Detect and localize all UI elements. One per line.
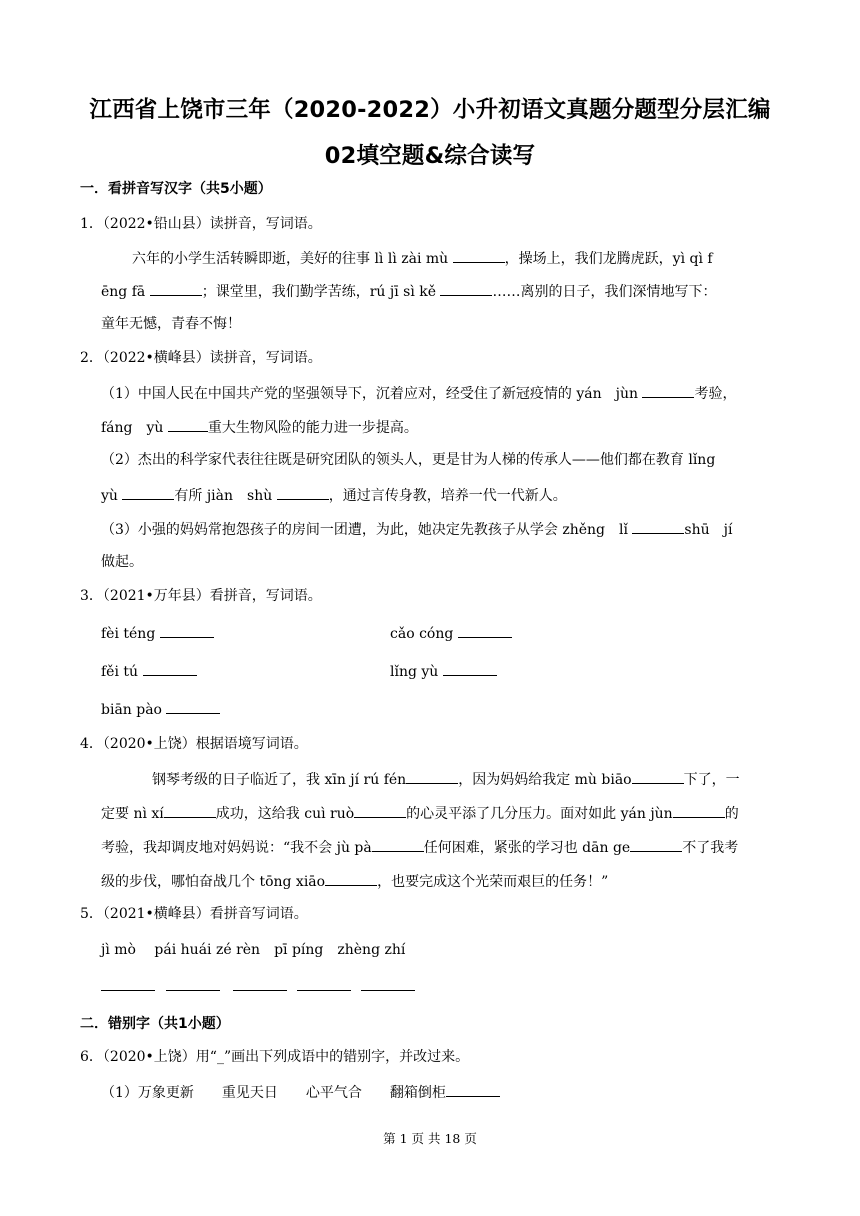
- question-4-line1: [152, 768, 740, 790]
- question-4-text: 的心灵平添了几分压力。面对如此 yán jùn: [406, 806, 673, 822]
- answer-blank[interactable]: [642, 382, 694, 398]
- question-1-line2: [101, 280, 716, 302]
- question-1-text: 六年的小学生活转瞬即逝，美好的往事 lì lì zài mù: [132, 251, 453, 267]
- answer-blank[interactable]: [166, 990, 220, 991]
- question-4-text: ，因为妈妈给我定 mù biāo: [458, 772, 632, 788]
- answer-blank[interactable]: [150, 280, 202, 296]
- question-4-text: 考验，我却调皮地对妈妈说：“我不会 jù pà: [101, 840, 372, 856]
- document-title-line2: 02填空题&综合读写: [324, 143, 536, 169]
- question-6-sub1: [101, 1081, 500, 1103]
- pinyin-prompt: lǐng yù: [390, 664, 443, 680]
- question-2-text: 考验，: [694, 386, 737, 402]
- question-3-item: [101, 660, 197, 682]
- question-3-item: [390, 622, 512, 644]
- answer-blank[interactable]: [632, 518, 684, 534]
- question-2-text: fáng yù: [101, 420, 168, 436]
- question-4-text: 成功，这给我 cuì ruò: [215, 806, 355, 822]
- pinyin-prompt: biān pào: [101, 702, 167, 718]
- question-2-sub3-line1: [101, 518, 732, 540]
- answer-blank[interactable]: [630, 836, 682, 852]
- pinyin-prompt: cǎo cóng: [390, 626, 458, 642]
- question-2-sub2-line2: [101, 484, 567, 506]
- answer-blank[interactable]: [122, 484, 174, 500]
- question-2-text: ，通过言传身教，培养一代一代新人。: [328, 488, 567, 504]
- document-title-line1: 江西省上饶市三年（2020-2022）小升初语文真题分题型分层汇编: [89, 97, 771, 123]
- question-1-line3: 童年无憾，青春不悔！: [101, 316, 241, 332]
- answer-blank[interactable]: [673, 802, 725, 818]
- answer-blank[interactable]: [446, 1081, 500, 1097]
- question-2-text: （1）中国人民在中国共产党的坚强领导下，沉着应对，经受住了新冠疫情的 yán jùn: [101, 386, 643, 402]
- answer-blank[interactable]: [354, 802, 406, 818]
- question-4-text: 的: [724, 806, 739, 822]
- question-2-text: 重大生物风险的能力进一步提高。: [207, 420, 418, 436]
- answer-blank[interactable]: [233, 990, 287, 991]
- question-4-text: 下了，一: [683, 772, 740, 788]
- answer-blank[interactable]: [453, 247, 505, 263]
- answer-blank[interactable]: [443, 660, 497, 676]
- question-2-label: 2．（2022•横峰县）读拼音，写词语。: [80, 350, 322, 366]
- question-1-line1: [132, 247, 713, 269]
- question-4-text: 钢琴考级的日子临近了，我 xīn jí rú fén: [152, 772, 407, 788]
- section-heading-pinyin: 一．看拼音写汉字（共5小题）: [80, 181, 272, 197]
- question-1-text: ，操场上，我们龙腾虎跃，yì qì f: [504, 251, 713, 267]
- answer-blank[interactable]: [440, 280, 492, 296]
- answer-blank[interactable]: [277, 484, 329, 500]
- question-6-label: 6．（2020•上饶）用“_”画出下列成语中的错别字，并改过来。: [80, 1049, 470, 1065]
- answer-blank[interactable]: [406, 768, 458, 784]
- answer-blank[interactable]: [160, 622, 214, 638]
- question-1-text: ……离别的日子，我们深情地写下：: [492, 284, 717, 300]
- question-4-line2: [101, 802, 739, 824]
- question-5-label: 5．（2021•横峰县）看拼音写词语。: [80, 906, 308, 922]
- answer-blank[interactable]: [458, 622, 512, 638]
- question-2-sub2-line1: （2）杰出的科学家代表往往既是研究团队的领头人，更是甘为人梯的传承人——他们都在教育 lǐng: [101, 452, 716, 468]
- question-1-text: ；课堂里，我们勤学苦练，rú jī sì kě: [201, 284, 441, 300]
- question-1-label: 1．（2022•铅山县）读拼音，写词语。: [80, 216, 322, 232]
- question-5-pinyin: jì mò pái huái zé rèn pī píng zhèng zhí: [101, 942, 406, 958]
- answer-blank[interactable]: [164, 802, 216, 818]
- pinyin-prompt: fěi tú: [101, 664, 143, 680]
- question-2-text: （3）小强的妈妈常抱怨孩子的房间一团遭，为此，她决定先教孩子从学会 zhěng lǐ: [101, 522, 633, 538]
- section-heading-typos: 二．错别字（共1小题）: [80, 1016, 230, 1032]
- question-2-text: yù: [101, 488, 123, 504]
- answer-blank[interactable]: [372, 836, 424, 852]
- question-2-sub3-line2: 做起。: [101, 554, 143, 570]
- answer-blank[interactable]: [632, 768, 684, 784]
- question-3-item: [101, 622, 214, 644]
- page-footer: 第 1 页 共 18 页: [383, 1131, 477, 1146]
- answer-blank[interactable]: [297, 990, 351, 991]
- question-2-sub1-line1: [101, 382, 736, 404]
- answer-blank[interactable]: [325, 870, 377, 886]
- question-1-text: ēng fā: [101, 284, 150, 300]
- question-2-text: 有所 jiàn shù: [174, 488, 277, 504]
- question-4-text: 级的步伐，哪怕奋战几个 tōng xiāo: [101, 874, 326, 890]
- answer-blank[interactable]: [166, 698, 220, 714]
- question-3-item: [101, 698, 220, 720]
- question-4-label: 4．（2020•上饶）根据语境写词语。: [80, 736, 308, 752]
- question-3-label: 3．（2021•万年县）看拼音，写词语。: [80, 588, 322, 604]
- answer-blank[interactable]: [361, 990, 415, 991]
- question-4-text: 定要 nì xí: [101, 806, 164, 822]
- answer-blank[interactable]: [143, 660, 197, 676]
- question-4-text: 任何困难，紧张的学习也 dān ge: [423, 840, 631, 856]
- question-2-text: shū jí: [684, 522, 733, 538]
- answer-blank[interactable]: [101, 990, 155, 991]
- question-3-item: [390, 660, 497, 682]
- question-2-sub1-line2: [101, 416, 418, 438]
- answer-blank[interactable]: [168, 416, 208, 432]
- question-4-text: 不了我考: [682, 840, 739, 856]
- question-4-text: ，也要完成这个光荣而艰巨的任务！”: [377, 874, 609, 890]
- pinyin-prompt: fèi téng: [101, 626, 160, 642]
- question-4-line3: [101, 836, 738, 858]
- question-6-text: （1）万象更新 重见天日 心平气合 翻箱倒柜: [101, 1085, 446, 1101]
- question-4-line4: [101, 870, 608, 892]
